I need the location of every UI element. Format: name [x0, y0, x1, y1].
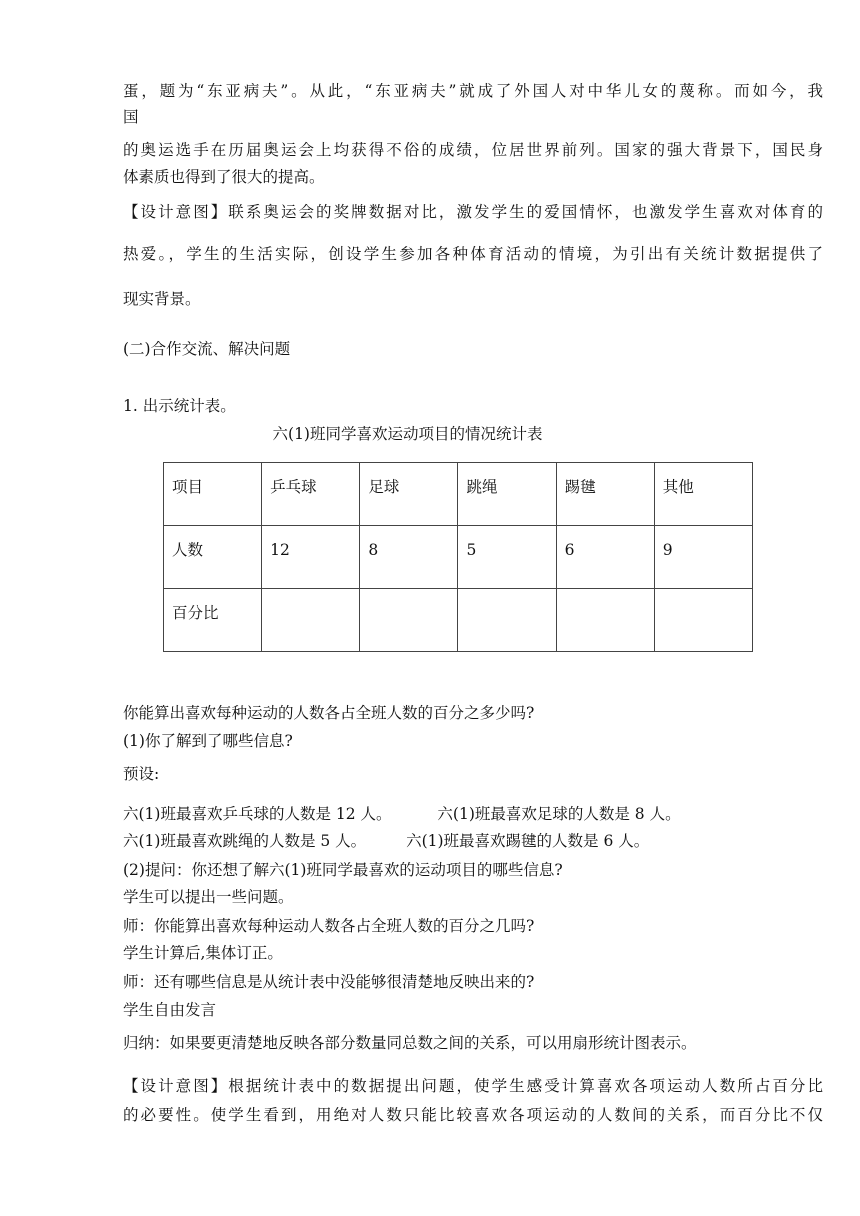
percent-cell [360, 589, 458, 652]
statistics-table [163, 462, 753, 652]
info-line [123, 804, 823, 824]
percent-cell [654, 589, 752, 652]
percent-cell [458, 589, 556, 652]
info-line [123, 831, 823, 851]
info-item: 六(1)班最喜欢足球的人数是 8 人。 [437, 805, 681, 823]
row-label-count: 人数 [164, 526, 262, 589]
table-caption: 六(1)班同学喜欢运动项目的情况统计表 [272, 425, 543, 443]
table-row [164, 526, 753, 589]
count-cell: 12 [262, 526, 360, 589]
percent-cell [262, 589, 360, 652]
column-header: 足球 [360, 463, 458, 526]
row-label-percent: 百分比 [164, 589, 262, 652]
paragraph-line: 现实背景。 [123, 290, 201, 308]
step-label: 1. 出示统计表。 [123, 397, 236, 415]
paragraph-line: 学生可以提出一些问题。 [123, 888, 294, 906]
column-header: 跳绳 [458, 463, 556, 526]
summary-line: 归纳：如果要更清楚地反映各部分数量同总数之间的关系，可以用扇形统计图表示。 [123, 1034, 697, 1052]
paragraph-line: 的奥运选手在历届奥运会上均获得不俗的成绩，位居世界前列。国家的强大背景下，国民身 [123, 141, 823, 159]
column-header: 乒乓球 [262, 463, 360, 526]
teacher-line: 师：你能算出喜欢每种运动人数各占全班人数的百分之几吗? [123, 917, 535, 935]
count-cell: 9 [654, 526, 752, 589]
info-item: 六(1)班最喜欢乒乓球的人数是 12 人。 [123, 805, 392, 823]
table-row [164, 589, 753, 652]
paragraph-line: 蛋，题为“东亚病夫”。从此，“东亚病夫”就成了外国人对中华儿女的蔑称。而如今，我 [123, 82, 823, 100]
table-row [164, 463, 753, 526]
paragraph-line: 国 [123, 108, 139, 126]
info-item: 六(1)班最喜欢踢毽的人数是 6 人。 [406, 832, 650, 850]
count-cell: 8 [360, 526, 458, 589]
paragraph-line: 热爱。，学生的生活实际，创设学生参加各种体育活动的情境，为引出有关统计数据提供了 [123, 245, 823, 263]
paragraph-line: 学生计算后,集体订正。 [123, 944, 283, 962]
percent-cell [556, 589, 654, 652]
column-header: 其他 [654, 463, 752, 526]
count-cell: 5 [458, 526, 556, 589]
row-label-item: 项目 [164, 463, 262, 526]
design-intent-line: 【设计意图】根据统计表中的数据提出问题，使学生感受计算喜欢各项运动人数所占百分比 [123, 1077, 823, 1095]
count-cell: 6 [556, 526, 654, 589]
info-item: 六(1)班最喜欢跳绳的人数是 5 人。 [123, 832, 367, 850]
question-line: (1)你了解到了哪些信息? [123, 732, 293, 750]
column-header: 踢毽 [556, 463, 654, 526]
paragraph-line: 的必要性。使学生看到，用绝对人数只能比较喜欢各项运动的人数间的关系，而百分比不仅 [123, 1106, 823, 1124]
preset-label: 预设: [123, 765, 160, 783]
question-line: (2)提问：你还想了解六(1)班同学最喜欢的运动项目的哪些信息? [123, 861, 563, 879]
teacher-line: 师：还有哪些信息是从统计表中没能够很清楚地反映出来的? [123, 973, 535, 991]
design-intent-line: 【设计意图】联系奥运会的奖牌数据对比，激发学生的爱国情怀，也激发学生喜欢对体育的 [123, 203, 823, 221]
paragraph-line: 体素质也得到了很大的提高。 [123, 168, 325, 186]
question-line: 你能算出喜欢每种运动的人数各占全班人数的百分之多少吗? [123, 704, 535, 722]
section-heading: (二)合作交流、解决问题 [123, 340, 291, 358]
paragraph-line: 学生自由发言 [123, 1001, 217, 1019]
